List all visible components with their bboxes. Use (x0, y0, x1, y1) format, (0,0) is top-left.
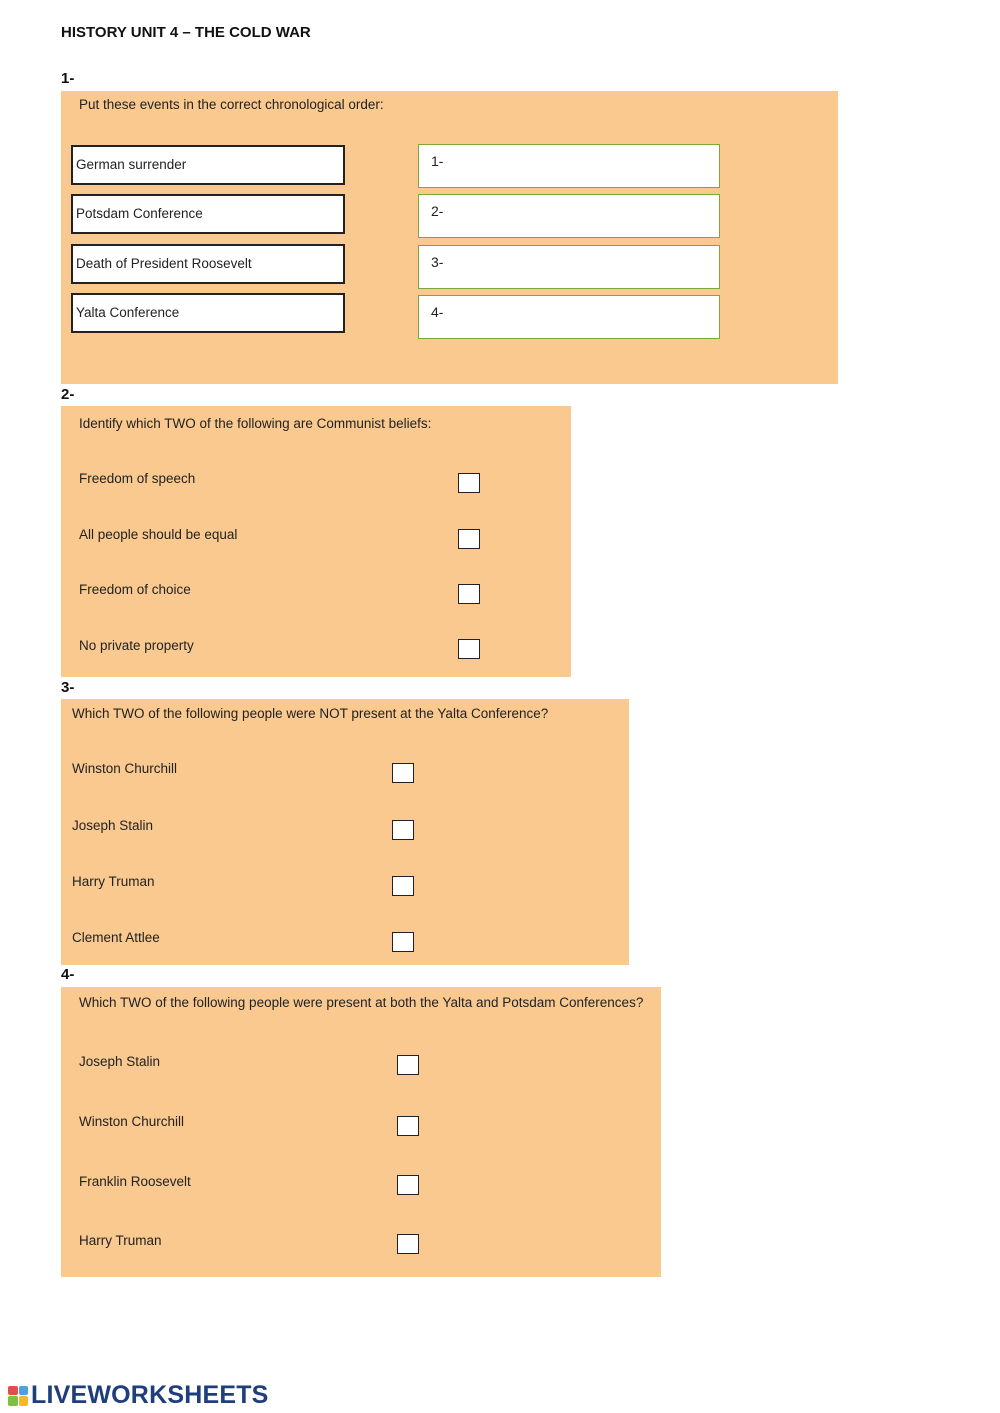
option-checkbox[interactable] (392, 763, 414, 783)
answer-drop-slot-3[interactable]: 3- (418, 245, 720, 289)
page-title: HISTORY UNIT 4 – THE COLD WAR (61, 24, 311, 41)
option-label: All people should be equal (79, 527, 238, 542)
answer-drop-slot-1[interactable]: 1- (418, 144, 720, 188)
option-label: Clement Attlee (72, 930, 160, 945)
question-4-prompt: Which TWO of the following people were present at both the Yalta and Potsdam Conferences? (79, 995, 644, 1010)
option-label: Harry Truman (72, 874, 155, 889)
option-checkbox[interactable] (458, 639, 480, 659)
option-label: Franklin Roosevelt (79, 1174, 191, 1189)
brand-logo (8, 1381, 269, 1410)
question-1-panel (61, 91, 838, 384)
option-checkbox[interactable] (397, 1234, 419, 1254)
option-checkbox[interactable] (458, 529, 480, 549)
option-checkbox[interactable] (458, 584, 480, 604)
blocks-icon (8, 1386, 28, 1406)
option-label: Freedom of choice (79, 582, 191, 597)
event-card[interactable]: Potsdam Conference (71, 194, 345, 234)
question-2-prompt: Identify which TWO of the following are Communist beliefs: (79, 416, 432, 431)
option-label: Joseph Stalin (79, 1054, 161, 1069)
event-card[interactable]: Death of President Roosevelt (71, 244, 345, 284)
question-1-prompt: Put these events in the correct chronological order: (79, 97, 384, 112)
question-4-number: 4- (61, 966, 75, 983)
question-1-number: 1- (61, 70, 75, 87)
option-label: No private property (79, 638, 194, 653)
option-label: Winston Churchill (79, 1114, 185, 1129)
question-3-prompt: Which TWO of the following people were NOT present at the Yalta Conference? (72, 706, 549, 721)
option-checkbox[interactable] (397, 1055, 419, 1075)
answer-drop-slot-2[interactable]: 2- (418, 194, 720, 238)
question-4-panel (61, 987, 661, 1277)
option-label: Winston Churchill (72, 761, 178, 776)
brand-name: LIVEWORKSHEETS (31, 1381, 269, 1409)
option-checkbox[interactable] (458, 473, 480, 493)
question-3-panel (61, 699, 629, 965)
option-label: Joseph Stalin (72, 818, 154, 833)
question-2-panel (61, 406, 571, 677)
question-3-number: 3- (61, 679, 75, 696)
option-checkbox[interactable] (397, 1116, 419, 1136)
option-checkbox[interactable] (392, 876, 414, 896)
answer-drop-slot-4[interactable]: 4- (418, 295, 720, 339)
option-label: Harry Truman (79, 1233, 162, 1248)
option-label: Freedom of speech (79, 471, 196, 486)
question-2-number: 2- (61, 386, 75, 403)
option-checkbox[interactable] (392, 820, 414, 840)
event-card[interactable]: German surrender (71, 145, 345, 185)
event-card[interactable]: Yalta Conference (71, 293, 345, 333)
option-checkbox[interactable] (397, 1175, 419, 1195)
option-checkbox[interactable] (392, 932, 414, 952)
